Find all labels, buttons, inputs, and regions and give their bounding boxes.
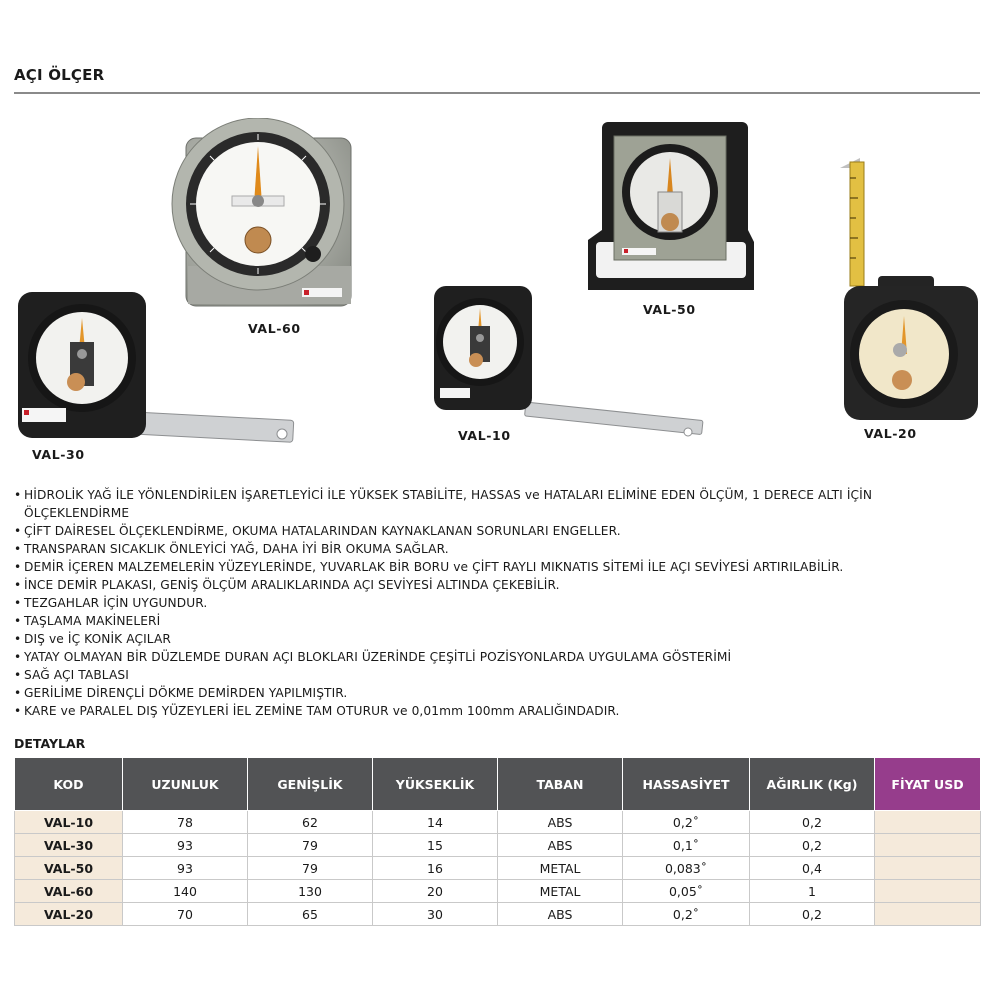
cell-code: VAL-60 [15,880,123,903]
val-20-angle-meter-with-tape-illustration [834,158,980,424]
cell-base: ABS [498,834,623,857]
table-row [15,857,981,880]
cell-width: 130 [248,880,373,903]
feature-item: • DIŞ ve İÇ KONİK AÇILAR [14,630,980,648]
cell-length: 140 [123,880,248,903]
cell-code: VAL-20 [15,903,123,926]
column-header-fiyat: FİYAT USD [875,758,981,811]
feature-item: • GERİLİME DİRENÇLİ DÖKME DEMİRDEN YAPILMIŞTIR. [14,684,980,702]
cell-width: 62 [248,811,373,834]
feature-item: • TAŞLAMA MAKİNELERİ [14,612,980,630]
table-row [15,880,981,903]
cell-weight: 1 [750,880,875,903]
feature-item: • KARE ve PARALEL DIŞ YÜZEYLERİ İEL ZEMİNE TAM OTURUR ve 0,01mm 100mm ARALIĞINDADIR. [14,702,980,720]
product-image-val-10 [430,284,710,448]
cell-width: 65 [248,903,373,926]
cell-length: 70 [123,903,248,926]
product-label-val-30: VAL-30 [32,447,85,462]
cell-precision: 0,083˚ [623,857,750,880]
cell-weight: 0,4 [750,857,875,880]
column-header-uzunluk: UZUNLUK [123,758,248,811]
table-row [15,903,981,926]
feature-item: • SAĞ AÇI TABLASI [14,666,980,684]
column-header-kod: KOD [15,758,123,811]
cell-weight: 0,2 [750,834,875,857]
cell-price [875,880,981,903]
cell-length: 78 [123,811,248,834]
column-header-taban: TABAN [498,758,623,811]
feature-list [14,486,980,720]
feature-item: • DEMİR İÇEREN MALZEMELERİN YÜZEYLERİNDE, YUVARLAK BİR BORU ve ÇİFT RAYLI MIKNATIS SİTEMİ İLE AÇI SEVİYESİ ARTIRILABİLİR. [14,558,980,576]
cell-weight: 0,2 [750,903,875,926]
product-label-val-10: VAL-10 [458,428,511,443]
feature-item: • TRANSPARAN SICAKLIK ÖNLEYİCİ YAĞ, DAHA İYİ BİR OKUMA SAĞLAR. [14,540,980,558]
cell-height: 14 [373,811,498,834]
val-60-angle-meter-illustration [170,118,352,310]
cell-length: 93 [123,834,248,857]
cell-base: ABS [498,811,623,834]
cell-weight: 0,2 [750,811,875,834]
product-image-val-50 [588,122,756,296]
feature-item: • ÇİFT DAİRESEL ÖLÇEKLENDİRME, OKUMA HATALARINDAN KAYNAKLANAN SORUNLARI ENGELLER. [14,522,980,540]
feature-item: • TEZGAHLAR İÇİN UYGUNDUR. [14,594,980,612]
details-table [14,757,981,926]
val-30-angle-meter-with-ruler-illustration [14,290,298,450]
cell-height: 16 [373,857,498,880]
details-title: DETAYLAR [14,736,86,751]
cell-base: METAL [498,880,623,903]
cell-code: VAL-30 [15,834,123,857]
cell-width: 79 [248,857,373,880]
cell-price [875,903,981,926]
cell-precision: 0,1˚ [623,834,750,857]
cell-height: 20 [373,880,498,903]
val-10-angle-meter-with-ruler-illustration [430,284,710,444]
column-header-yukseklik: YÜKSEKLİK [373,758,498,811]
page-title: AÇI ÖLÇER [14,66,105,84]
product-image-val-20 [834,158,980,428]
cell-precision: 0,05˚ [623,880,750,903]
product-label-val-20: VAL-20 [864,426,917,441]
cell-code: VAL-50 [15,857,123,880]
val-50-angle-meter-in-case-illustration [588,122,756,292]
table-row [15,834,981,857]
cell-code: VAL-10 [15,811,123,834]
product-label-val-50: VAL-50 [643,302,696,317]
product-image-val-30 [14,290,298,454]
column-header-agirlik: AĞIRLIK (Kg) [750,758,875,811]
feature-item: • YATAY OLMAYAN BİR DÜZLEMDE DURAN AÇI BLOKLARI ÜZERİNDE ÇEŞİTLİ POZİSYONLARDA UYGULAMA GÖSTERİMİ [14,648,980,666]
product-image-val-60 [170,118,352,314]
cell-precision: 0,2˚ [623,903,750,926]
cell-width: 79 [248,834,373,857]
column-header-genislik: GENİŞLİK [248,758,373,811]
feature-item: • HİDROLİK YAĞ İLE YÖNLENDİRİLEN İŞARETLEYİCİ İLE YÜKSEK STABİLİTE, HASSAS ve HATALARI ELİMİNE EDEN ÖLÇÜM, 1 DERECE ALTI İÇİN ÖLÇEKLENDİRME [14,486,980,522]
table-row [15,811,981,834]
column-header-hassasiyet: HASSASİYET [623,758,750,811]
cell-length: 93 [123,857,248,880]
cell-base: ABS [498,903,623,926]
cell-height: 15 [373,834,498,857]
cell-price [875,811,981,834]
cell-precision: 0,2˚ [623,811,750,834]
cell-base: METAL [498,857,623,880]
cell-height: 30 [373,903,498,926]
cell-price [875,834,981,857]
product-label-val-60: VAL-60 [248,321,301,336]
cell-price [875,857,981,880]
feature-item: • İNCE DEMİR PLAKASI, GENİŞ ÖLÇÜM ARALIKLARINDA AÇI SEVİYESİ ALTINDA ÇEKEBİLİR. [14,576,980,594]
title-divider [14,92,980,94]
table-header-row [15,758,981,811]
